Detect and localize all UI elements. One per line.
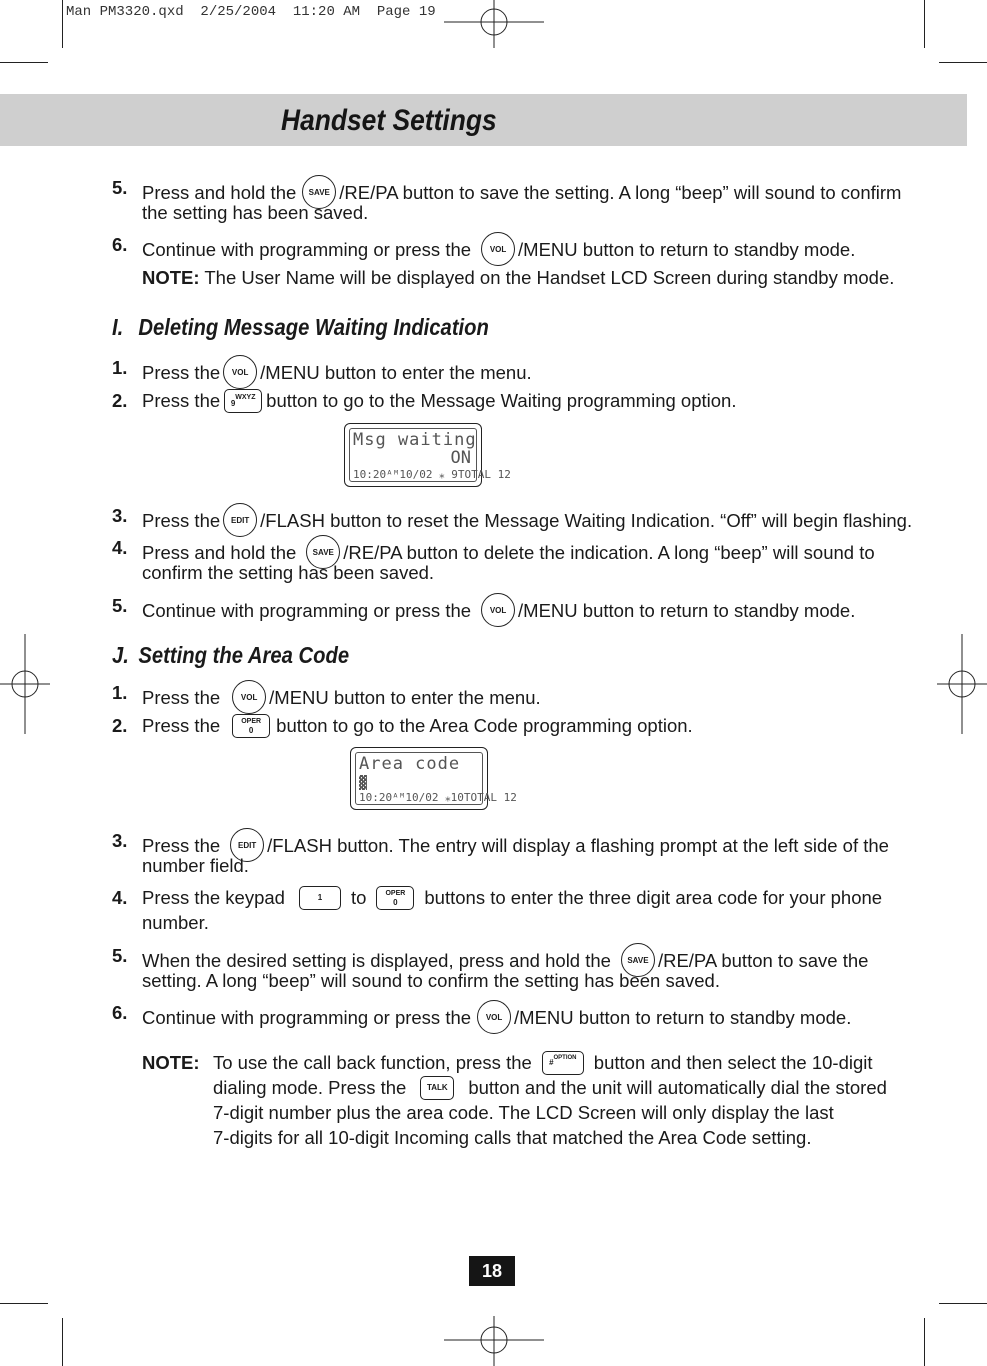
step-text: buttons to enter the three digit area code for your phone xyxy=(424,887,883,908)
step-number: 4. xyxy=(112,537,128,558)
vol-button-icon: VOL xyxy=(477,1000,511,1034)
note-j-line-3: 7-digit number plus the area code. The LCD Screen will only display the last xyxy=(213,1102,834,1123)
page-number: 18 xyxy=(469,1256,515,1286)
step-j4-cont: number. xyxy=(142,912,209,933)
key-0-oper-icon xyxy=(376,886,414,910)
step-text: /RE/PA button to save the xyxy=(657,949,869,971)
step-i4-cont: confirm the setting has been saved. xyxy=(142,562,435,583)
save-button-icon: SAVE xyxy=(302,175,336,209)
step-number: 6. xyxy=(112,234,128,255)
key-number: 0 xyxy=(248,725,254,735)
save-button-icon: SAVE xyxy=(621,943,655,977)
note-label: NOTE: xyxy=(142,267,200,288)
step-text: button to go to the Message Waiting programming option. xyxy=(266,390,737,411)
lcd-status-line: 10:20ᴬᴹ10/02 ⁎ 9TOTAL 12 xyxy=(353,468,511,481)
step-text: Press the xyxy=(142,361,221,383)
lcd-line-2: ON xyxy=(450,448,471,468)
step-text: Press the xyxy=(142,715,221,736)
lcd-status-line: 10:20ᴬᴹ10/02 ⁎10TOTAL 12 xyxy=(359,791,517,804)
step-text: /MENU button to enter the menu. xyxy=(260,361,532,383)
note-h xyxy=(142,265,895,290)
note-j-line-4: 7-digits for all 10-digit Incoming calls that matched the Area Code setting. xyxy=(213,1127,812,1148)
step-number: 6. xyxy=(112,1002,128,1023)
registration-mark-bottom xyxy=(444,1316,544,1366)
vol-button-icon: VOL xyxy=(481,232,515,266)
step-number: 5. xyxy=(112,945,128,966)
step-number: 5. xyxy=(112,177,128,198)
step-number: 1. xyxy=(112,357,128,378)
lcd-line-1: Area code xyxy=(359,754,461,774)
vol-button-icon: VOL xyxy=(223,355,257,389)
step-text: Continue with programming or press the xyxy=(142,238,472,260)
step-text: Continue with programming or press the xyxy=(142,599,472,621)
step-text: Continue with programming or press the xyxy=(142,1006,472,1028)
lcd-msg-waiting xyxy=(344,423,511,487)
note-text: To use the call back function, press the xyxy=(213,1052,532,1073)
step-text: Press the xyxy=(142,390,221,411)
step-text: to xyxy=(350,887,367,908)
key-number: # xyxy=(549,1058,554,1067)
step-number: 3. xyxy=(112,505,128,526)
step-text: Press the xyxy=(142,686,221,708)
note-text: button and then select the 10-digit xyxy=(593,1052,873,1073)
registration-mark-top xyxy=(444,0,544,48)
vol-button-icon: VOL xyxy=(232,680,266,714)
step-h5-cont: the setting has been saved. xyxy=(142,202,369,223)
key-0-oper-icon xyxy=(232,714,270,738)
step-text: /RE/PA button to delete the indication. A long “beep” will sound to xyxy=(343,541,875,563)
note-text: dialing mode. Press the xyxy=(213,1077,407,1098)
file-slug: Man PM3320.qxd 2/25/2004 11:20 AM Page 19 xyxy=(66,4,436,20)
note-text: The User Name will be displayed on the Handset LCD Screen during standby mode. xyxy=(204,267,895,288)
page-title: Handset Settings xyxy=(281,104,497,137)
step-text: /MENU button to return to standby mode. xyxy=(514,1006,852,1028)
step-text: Press and hold the xyxy=(142,181,297,203)
lcd-line-1: Msg waiting xyxy=(353,430,477,450)
step-number: 2. xyxy=(112,715,128,736)
step-text: Press and hold the xyxy=(142,541,297,563)
registration-mark-left xyxy=(0,634,50,734)
note-text: button and the unit will automatically dial the stored xyxy=(468,1077,887,1098)
key-9-icon xyxy=(224,389,262,413)
section-i-heading xyxy=(112,314,489,341)
step-text: /RE/PA button to save the setting. A long “beep” will sound to confirm xyxy=(339,181,902,203)
step-text: Press the xyxy=(142,509,221,531)
key-number: 9 xyxy=(230,398,236,408)
section-j-heading xyxy=(112,642,349,669)
step-text: When the desired setting is displayed, press and hold the xyxy=(142,949,611,971)
lcd-cursor: ▓ xyxy=(359,776,367,791)
step-number: 4. xyxy=(112,887,128,908)
key-label: OPER xyxy=(241,717,262,725)
step-text: /MENU button to return to standby mode. xyxy=(518,599,856,621)
step-text: Press the keypad xyxy=(142,887,285,908)
section-letter: I. xyxy=(112,314,124,340)
section-title: Setting the Area Code xyxy=(138,642,350,668)
step-number: 3. xyxy=(112,830,128,851)
step-text: /FLASH button to reset the Message Waiting Indication. “Off” will begin flashing. xyxy=(260,509,913,531)
key-letters: WXYZ xyxy=(235,393,256,401)
note-j-line-1 xyxy=(142,1050,873,1075)
talk-button-icon: TALK xyxy=(420,1076,454,1100)
step-j5-cont: setting. A long “beep” will sound to confirm the setting has been saved. xyxy=(142,970,720,991)
edit-button-icon: EDIT xyxy=(230,828,264,862)
section-letter: J. xyxy=(112,642,129,668)
step-text: Press the xyxy=(142,834,221,856)
step-text: /MENU button to enter the menu. xyxy=(269,686,541,708)
step-text: /MENU button to return to standby mode. xyxy=(518,238,856,260)
step-j3-cont: number field. xyxy=(142,855,249,876)
edit-button-icon: EDIT xyxy=(223,503,257,537)
registration-mark-right xyxy=(937,634,987,734)
note-label: NOTE: xyxy=(142,1052,200,1073)
save-button-icon: SAVE xyxy=(306,535,340,569)
key-1-icon: 1 xyxy=(299,886,341,910)
step-text: button to go to the Area Code programming option. xyxy=(276,715,693,736)
lcd-area-code xyxy=(350,747,517,810)
step-number: 5. xyxy=(112,595,128,616)
key-label: OPER xyxy=(385,889,406,897)
section-title: Deleting Message Waiting Indication xyxy=(138,314,489,340)
step-text: /FLASH button. The entry will display a flashing prompt at the left side of the xyxy=(267,834,889,856)
step-number: 1. xyxy=(112,682,128,703)
key-label: OPTION xyxy=(553,1055,577,1061)
key-hash-option-icon xyxy=(542,1051,584,1075)
vol-button-icon: VOL xyxy=(481,593,515,627)
key-number: 0 xyxy=(393,897,398,907)
step-number: 2. xyxy=(112,390,128,411)
